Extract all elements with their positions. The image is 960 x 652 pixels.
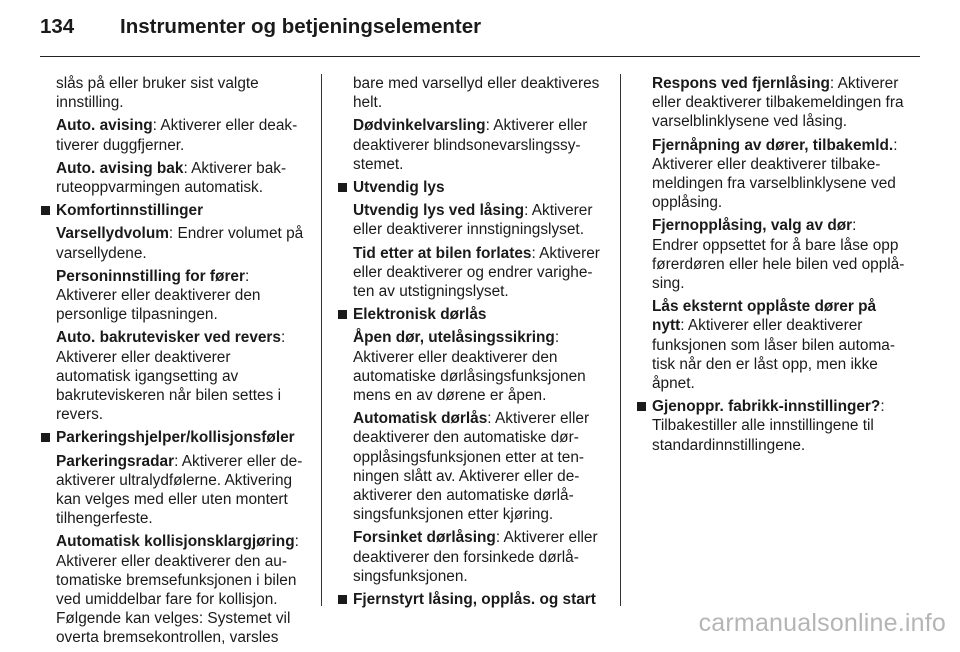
paragraph [40, 159, 306, 197]
page-header [40, 10, 920, 57]
term: Respons ved fjernlåsing [652, 75, 830, 92]
section-title: Fjernstyrt låsing, opplås. og start [353, 591, 596, 609]
section-bullet [337, 178, 605, 197]
paragraph: bare med varsellyd eller deaktiveres helt. [353, 75, 600, 112]
section-bullet [337, 305, 605, 324]
paragraph [40, 532, 306, 647]
section-bullet [337, 590, 605, 609]
paragraph [40, 116, 306, 154]
term: Lås eksternt opplåste dører på nytt [652, 298, 877, 335]
term: Personinnstilling for fører [56, 267, 245, 285]
section-title: Komfortinnstillinger [56, 202, 204, 220]
section-title: Elektronisk dørlås [353, 306, 487, 324]
paragraph [40, 224, 306, 262]
term: Dødvinkelvarsling [353, 117, 486, 135]
bullet-square-icon [41, 206, 50, 215]
paragraph [337, 201, 605, 239]
section-title: Utvendig lys [353, 179, 445, 197]
description: : Aktiverer eller deaktiverer blindsonevarslingssystemet. [353, 117, 588, 173]
bullet-square-icon [637, 402, 646, 411]
section-title: Parkeringshjelper/kollisjonsføler [56, 429, 295, 447]
column-divider-1 [321, 74, 322, 606]
section-bullet [40, 428, 306, 447]
description: : Aktiverer eller deaktiverer funksjonen som låser bilen automatisk når den er låst opp, men ikke åpnet. [652, 317, 895, 393]
page-title: Instrumenter og betjeningselementer [120, 15, 482, 38]
description: : Aktiverer eller deaktiverer den personlige tilpasningen. [56, 267, 261, 324]
term: Parkeringsradar [56, 452, 175, 470]
description: : Endrer oppsettet for å bare låse opp førerdøren eller hele bilen ved opplåsing. [652, 217, 905, 293]
paragraph [40, 267, 306, 325]
section-bullet [636, 397, 906, 455]
term: Utvendig lys ved låsing [353, 202, 525, 220]
paragraph [40, 328, 306, 424]
column-3 [636, 74, 906, 459]
term: Automatisk dørlås [353, 410, 488, 428]
section-bullet [40, 201, 306, 220]
term: Auto. bakrutevisker ved revers [56, 329, 281, 347]
description: : Aktiverer eller deaktiverer innstigningslyset. [353, 202, 593, 239]
description: : Aktiverer eller deaktiverer duggfjerner. [56, 117, 298, 154]
term: Automatisk kollisjonsklargjøring [56, 533, 295, 551]
paragraph [337, 116, 605, 174]
paragraph [337, 328, 605, 405]
paragraph: slås på eller bruker sist valgte innstilling. [56, 75, 259, 112]
term: Varsellydvolum [56, 225, 169, 243]
term: Auto. avising bak [56, 159, 184, 177]
paragraph [636, 297, 906, 393]
description: : Aktiverer eller deaktiverer automatisk igangsetting av bakruteviskeren når bilen settes i revers. [56, 329, 286, 424]
column-2 [337, 74, 605, 613]
paragraph [636, 216, 906, 293]
description: : Aktiverer eller deaktiverer den automatiske dørlåsingsfunksjonen mens en av dørene er åpen. [353, 329, 586, 405]
bullet-square-icon [338, 310, 347, 319]
term: Åpen dør, utelåsingssikring [353, 329, 555, 347]
bullet-square-icon [41, 433, 50, 442]
paragraph [337, 528, 605, 586]
term: Fjernåpning av dører, tilbakemld. [652, 136, 894, 154]
column-divider-2 [620, 74, 621, 606]
page-number: 134 [40, 15, 75, 38]
description: : Aktiverer eller deaktiverer den automatiske bremsefunksjonen i bilen ved umiddelbar fare for kollisjon. Følgende kan velges: Systemet vil overta bremsekontrollen, varsles [56, 533, 299, 647]
description: : Aktiverer bakruteoppvarmingen automatisk. [56, 159, 287, 197]
description: : Aktiverer eller deaktiverer og endrer varigheten av utstigningslyset. [353, 244, 600, 301]
bullet-square-icon [338, 183, 347, 192]
term: Fjernopplåsing, valg av dør [652, 217, 853, 235]
description: : Aktiverer eller deaktiverer den forsinkede dørlåsingsfunksjonen. [353, 529, 598, 585]
paragraph [636, 136, 906, 213]
paragraph [337, 244, 605, 302]
term: Tid etter at bilen forlates [353, 244, 532, 262]
description: : Aktiverer eller deaktiverer den automatiske døropplåsingsfunksjonen etter at tenningen slått av. Aktiverer eller deaktiverer den automatiske dørlåsingsfunksjonen etter kjøring. [353, 410, 590, 524]
watermark: carmanualsonline.info [698, 609, 946, 637]
description: : Tilbakestiller alle innstillingene til standardinnstillingene. [652, 398, 885, 454]
description: : Aktiverer eller deaktiverer tilbakemeldingen fra varselblinklysene ved opplåsing. [652, 136, 898, 212]
description: : Aktiverer eller deaktiverer ultralydfølerne. Aktivering kan velges med eller uten montert tilhengerfeste. [56, 452, 303, 528]
paragraph [40, 452, 306, 529]
paragraph [636, 74, 906, 132]
description: : Endrer volumet på varsellydene. [56, 225, 304, 262]
section-title: Gjenoppr. fabrikk-innstillinger? [652, 398, 881, 416]
term: Auto. avising [56, 117, 153, 135]
paragraph [337, 409, 605, 524]
column-1 [40, 74, 306, 652]
bullet-square-icon [338, 595, 347, 604]
term: Forsinket dørlåsing [353, 529, 496, 547]
description: : Aktiverer eller deaktiverer tilbakemeldingen fra varselblinklysene ved låsing. [652, 75, 904, 131]
